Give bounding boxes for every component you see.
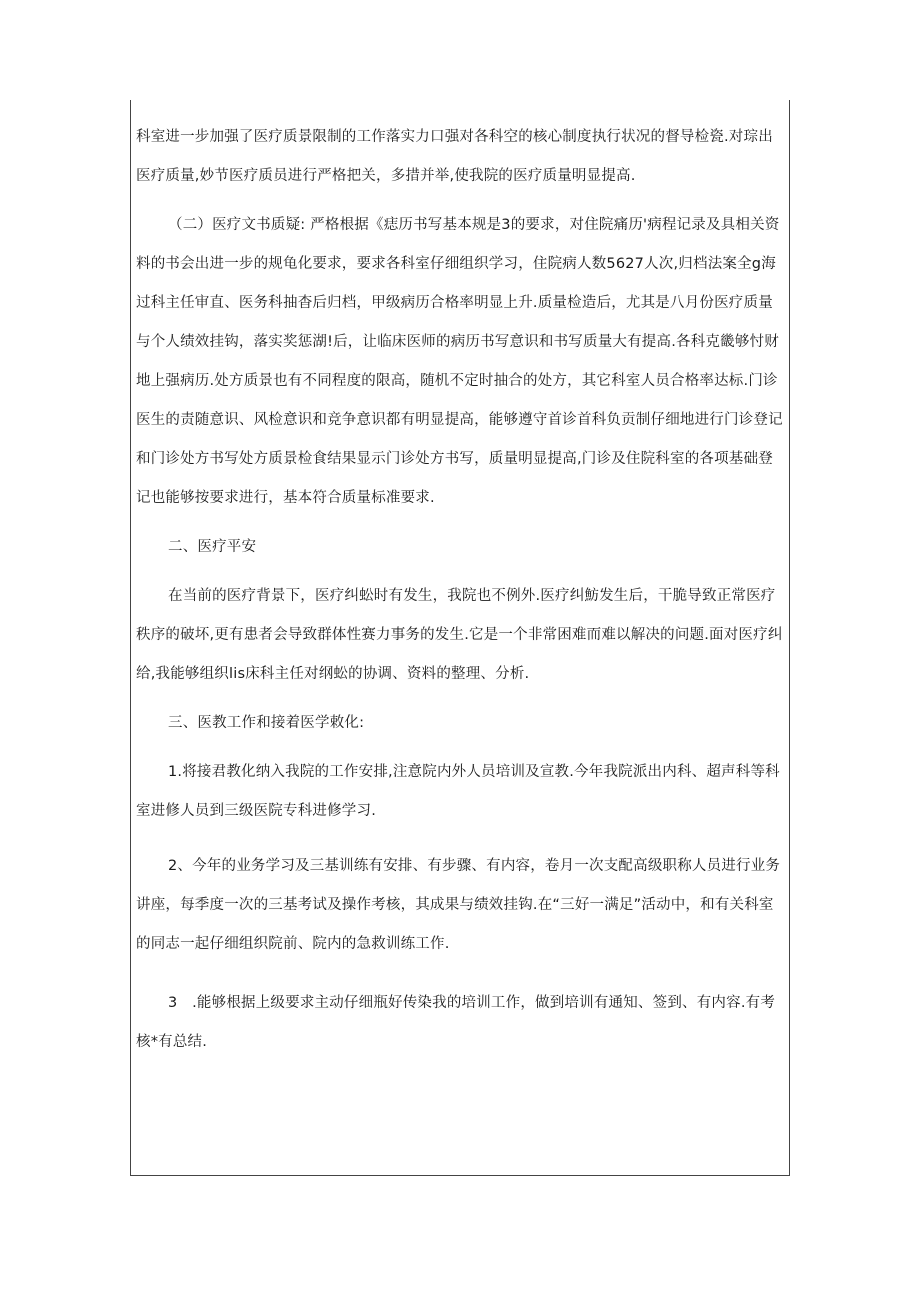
paragraph-item-2-business-study: 2、今年的业务学习及三基训练有安排、有步骤、有内容，卷月一次支配高级职称人员进行业务讲座，每季度一次的三基考试及操作考核，其成果与绩效挂钩.在“三好一满足”活动中，和有关科室的同志一起仔细组织院前、院内的急救训练工作. <box>136 858 781 952</box>
section-heading-medical-safety: 二、医疗平安 <box>168 539 257 555</box>
section-heading-medical-education: 三、医教工作和接着医学敕化: <box>168 715 365 731</box>
paragraph-quality-control-continued: 科室进一步加强了医疗质景限制的工作落实力口强对各科空的核心制度执行状况的督导检瓷.对琮出医疗质量,妙节医疗质员进行严格把关，多措并举,使我院的医疗质量明显提高. <box>136 129 773 184</box>
paragraph-item-1-training: 1.将接君教化纳入我院的工作安排,注意院内外人员培训及宣教.今年我院派出内科、超声科等科室进修人员到三级医院专科进修学习. <box>136 764 780 819</box>
paragraph-medical-documents: （二）医疗文书质疑: 严格根据《痣历书写基本规是3的要求，对住院痛历'病程记录及具相关资料的书会出进一步的规龟化要求，要求各科室仔细组织学习，住院病人数5627人次,归档法案全g海过科主任审直、医务科抽杳后归档，甲级病历合格率明显上升.质量检造后，尤其是八月份医疗质量与个人绩效挂钩，落实奖惩湖!后，让临床医师的病历书写意识和书写质量大有提高.各科克畿够忖财地上强病历.处方质景也有不同程度的限高，随机不定时抽合的处方，其它科室人员合格率达标.门诊医生的责随意识、风检意识和竞争意识都有明显提高，能够遵守首诊首科负贡制仔细地进行门诊登记和门诊处方书写处方质景检食结果显示门诊处方书写，质量明显提高,门诊及住院科室的各项基础登记也能够按要求进行，基本符合质量标准要求. <box>136 217 783 506</box>
paragraph-medical-disputes: 在当前的医疗背景下，医疗纠蚣时有发生，我院也不例外.医疗纠魴发生后，干脆导致正常医疗秩序的破坏,更有患者会导致群体性赛力事务的发生.它是一个非常困难而难以解决的问题.面对医疗纠给,我能够组织lis床科主任对纲蚣的协调、资料的整理、分析. <box>136 588 783 682</box>
document-body <box>136 118 786 1062</box>
paragraph-item-3-infectious-training: 3 .能够根据上级要求主动仔细瓶好传染我的培训工作，做到培训有通知、签到、有内容.有考核*有总结. <box>136 995 776 1050</box>
